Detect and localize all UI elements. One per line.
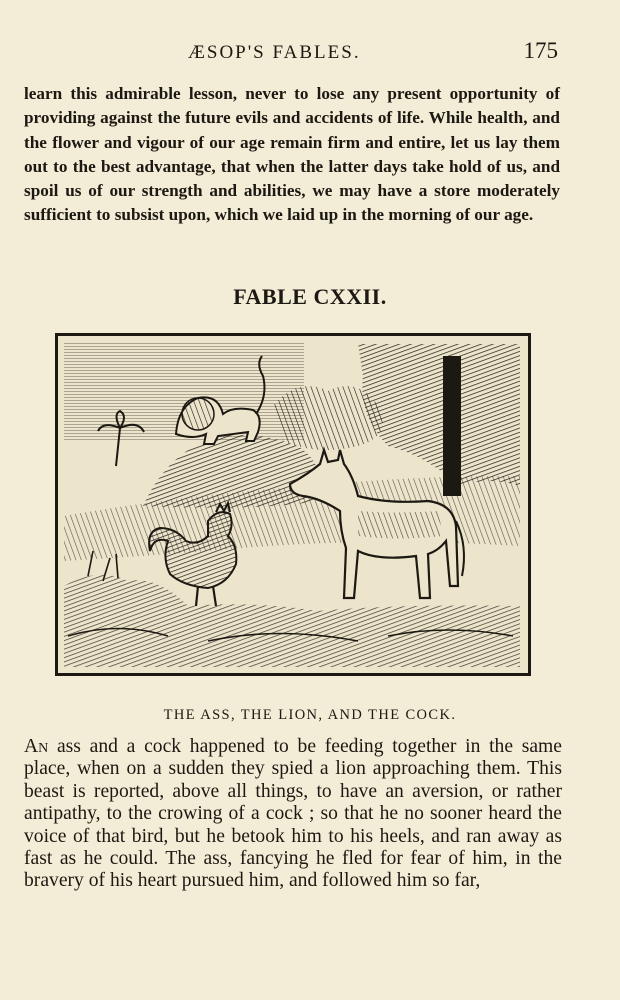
fable-body-text: ass and a cock happened to be feeding together in the same place, when on a sudden they spied a lion approaching them. This beast is reported, above all things, to have an aversion, or rather antipathy, to the crowing of a cock ; so that he no sooner heard the voice of that bird, but he betook him to his heels, and ran away as fast as he could. The ass, fancying he fled for fear of him, in the bravery of his heart pursued him, and followed him so far,	[24, 736, 562, 892]
fable-caption: THE ASS, THE LION, AND THE COCK.	[163, 707, 457, 723]
woodcut-illustration	[55, 333, 531, 676]
continuation-paragraph: learn this admirable lesson, never to lose any present opportunity of providing against the future evils and accidents of life. While health, and the flower and vigour of our age remain firm and entire, let us lay them out to the best advantage, that when the latter days take hold of us, and spoil us of our strength and abilities, we may have a store moderately sufficient to subsist upon, which we laid up in the morning of our age.	[24, 84, 560, 225]
running-title: ÆSOP'S FABLES.	[188, 42, 361, 63]
fable-body	[24, 736, 562, 893]
fable-heading: FABLE CXXII.	[233, 284, 387, 309]
running-header	[0, 38, 620, 68]
page-number: 175	[523, 38, 558, 63]
opening-word: An	[24, 736, 49, 757]
woodcut-ass-lion-cock-icon	[58, 336, 528, 673]
